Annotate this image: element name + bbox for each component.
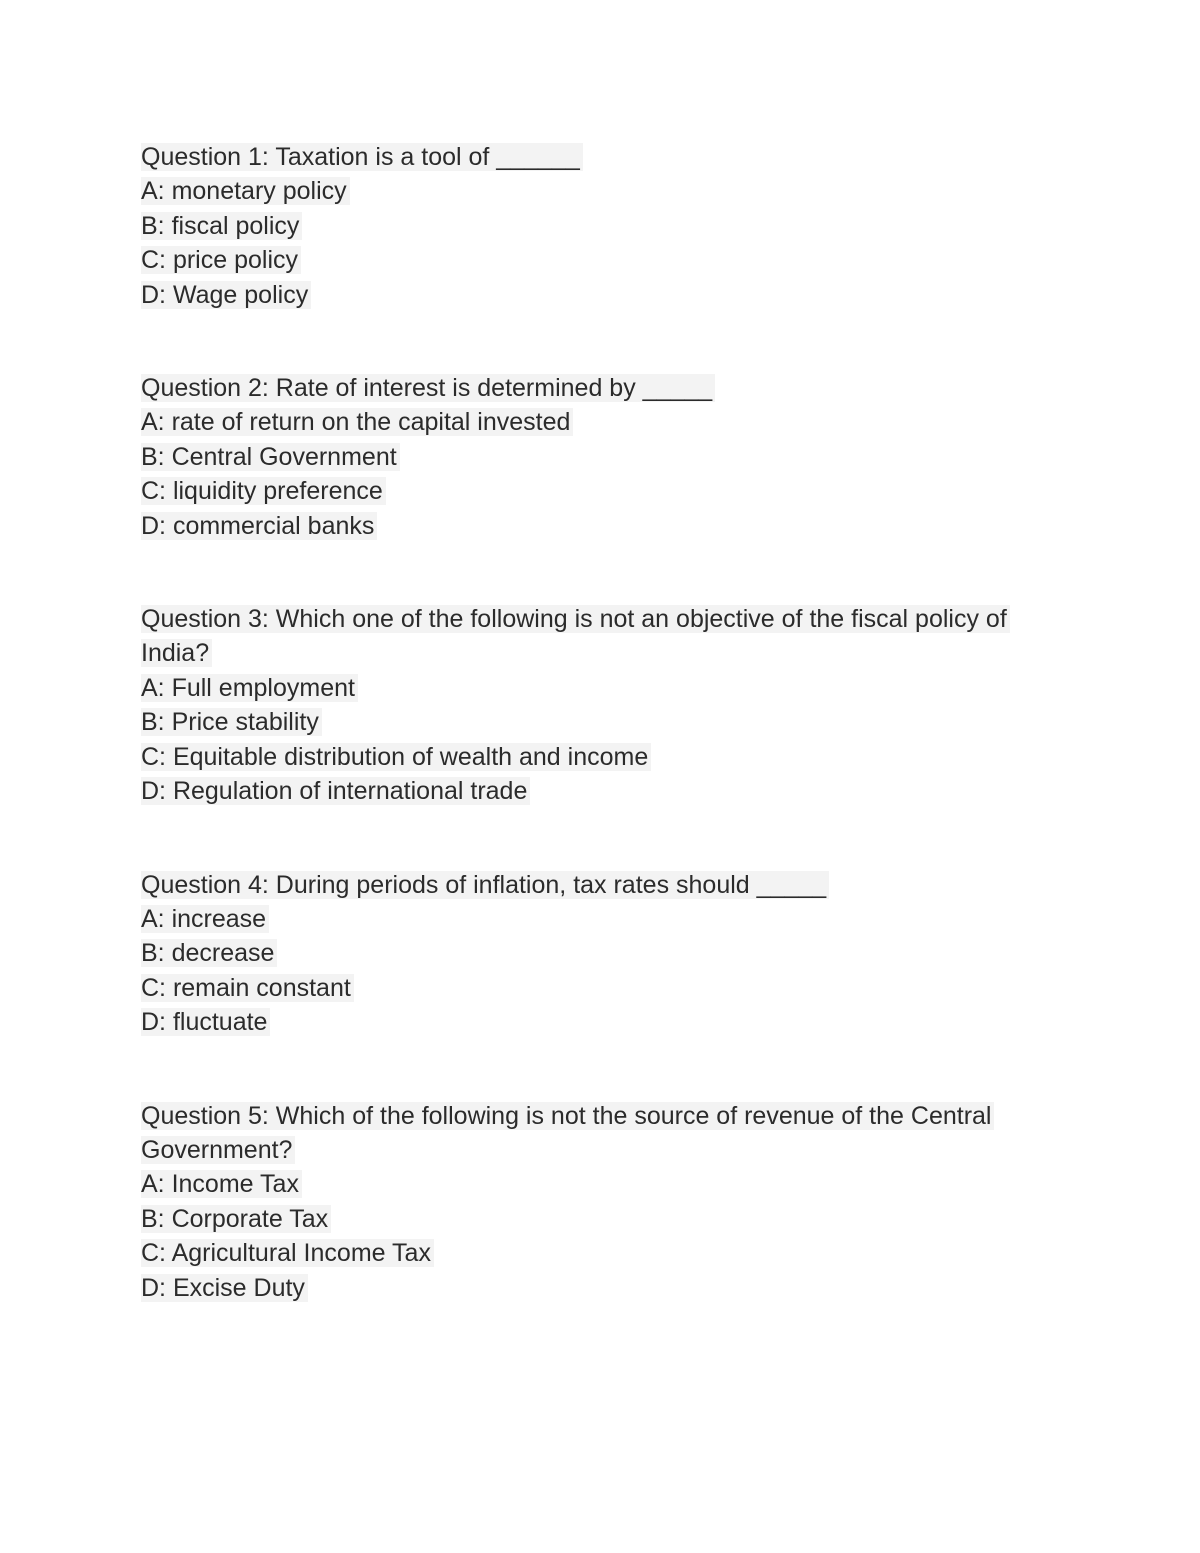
question-text: Question 2: Rate of interest is determined by _____ [141, 371, 1071, 405]
option-a: A: Income Tax [141, 1167, 1071, 1201]
question-block-5 [141, 1099, 1071, 1305]
question-text: Question 1: Taxation is a tool of ______ [141, 140, 1071, 174]
question-text: Question 3: Which one of the following is not an objective of the fiscal policy of India? [141, 602, 1071, 671]
option-a: A: monetary policy [141, 174, 1071, 208]
option-c: C: price policy [141, 243, 1071, 277]
question-block-4 [141, 868, 1071, 1040]
option-b: B: Corporate Tax [141, 1202, 1071, 1236]
option-b: B: fiscal policy [141, 209, 1071, 243]
option-d: D: commercial banks [141, 509, 1071, 543]
question-text: Question 5: Which of the following is not the source of revenue of the Central Government? [141, 1099, 1071, 1168]
option-a: A: increase [141, 902, 1071, 936]
option-d: D: Wage policy [141, 278, 1071, 312]
option-d: D: Regulation of international trade [141, 774, 1071, 808]
question-text: Question 4: During periods of inflation, tax rates should _____ [141, 868, 1071, 902]
option-b: B: Price stability [141, 705, 1071, 739]
option-a: A: Full employment [141, 671, 1071, 705]
question-block-3 [141, 602, 1071, 808]
option-c: C: liquidity preference [141, 474, 1071, 508]
option-d: D: Excise Duty [141, 1271, 1071, 1305]
question-block-1 [141, 140, 1071, 312]
question-block-2 [141, 371, 1071, 543]
option-c: C: Equitable distribution of wealth and income [141, 740, 1071, 774]
option-d: D: fluctuate [141, 1005, 1071, 1039]
question-list [141, 140, 1071, 1364]
option-c: C: remain constant [141, 971, 1071, 1005]
option-b: B: decrease [141, 936, 1071, 970]
option-b: B: Central Government [141, 440, 1071, 474]
option-a: A: rate of return on the capital invested [141, 405, 1071, 439]
option-c: C: Agricultural Income Tax [141, 1236, 1071, 1270]
